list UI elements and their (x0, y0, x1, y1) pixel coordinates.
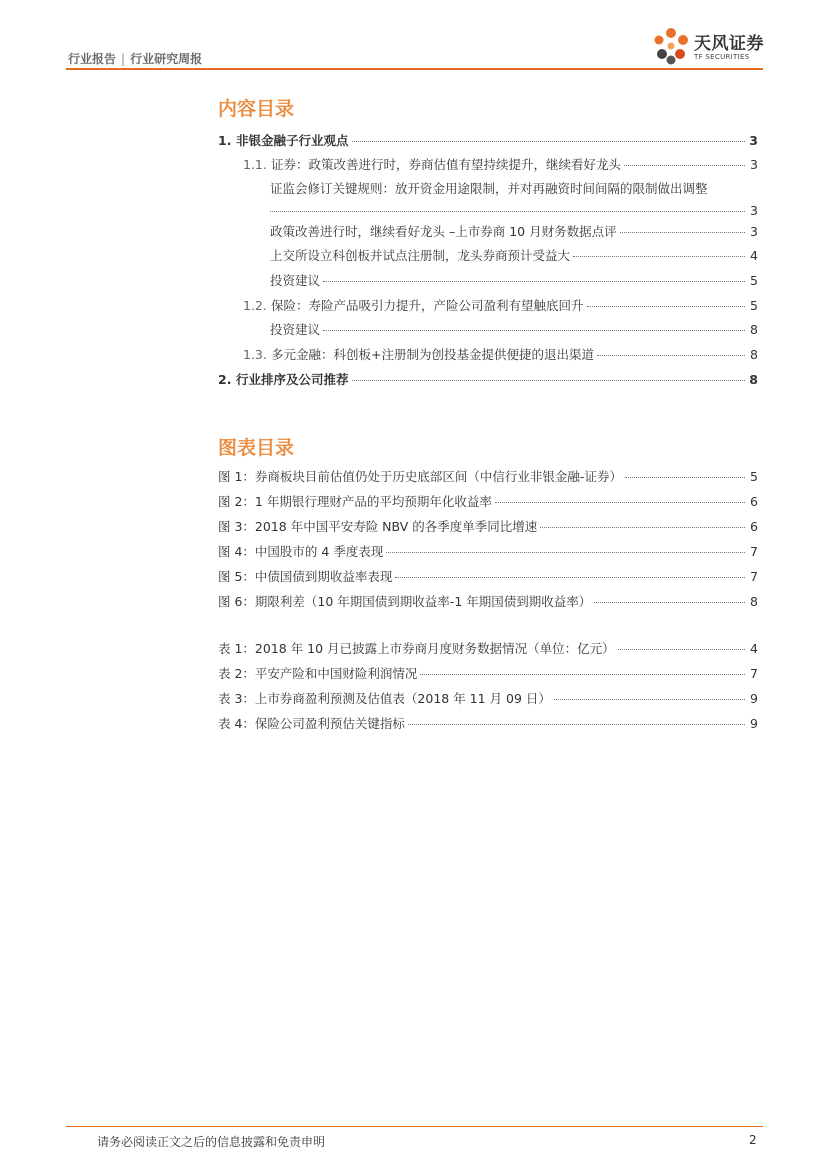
figure-entry[interactable] (218, 542, 758, 560)
table-entry-page: 9 (750, 691, 758, 706)
figure-entry[interactable] (218, 567, 758, 585)
leader-dots (408, 724, 745, 725)
tf-securities-logo (650, 25, 765, 67)
figure-entry-page: 5 (750, 469, 758, 484)
figure-index-title: 图表目录 (218, 437, 295, 459)
figure-entry-text: 图 5：中债国债到期收益率表现 (218, 569, 393, 584)
leader-dots (587, 306, 745, 307)
leader-dots (495, 502, 745, 503)
figure-entry-text: 图 1：券商板块目前估值仍处于历史底部区间（中信行业非银金融-证券） (218, 469, 622, 484)
figure-entry[interactable] (218, 517, 758, 535)
toc-entry-page: 3 (749, 133, 758, 148)
toc-entry-number: 1.2. (243, 298, 267, 313)
table-entry[interactable] (218, 664, 758, 682)
leader-dots (594, 602, 745, 603)
toc-entry-page: 3 (750, 157, 758, 172)
leader-dots (323, 330, 745, 331)
toc-entry-text: 保险：寿险产品吸引力提升，产险公司盈利有望触底回升 (271, 298, 584, 313)
figure-entry[interactable] (218, 492, 758, 510)
figure-entry-page: 7 (750, 544, 758, 559)
toc-entry[interactable] (243, 345, 758, 363)
header-label-weekly: 行业研究周报 (130, 52, 203, 66)
leader-dots (420, 674, 745, 675)
toc-entry[interactable] (243, 296, 758, 314)
header-label-industry-report: 行业报告 (68, 52, 117, 66)
table-entry-text: 表 2：平安产险和中国财险利润情况 (218, 666, 418, 681)
toc-entry[interactable] (270, 222, 758, 240)
table-entry[interactable] (218, 714, 758, 732)
figure-entry-text: 图 4：中国股市的 4 季度表现 (218, 544, 384, 559)
table-entry-page: 7 (750, 666, 758, 681)
toc-entry-page: 8 (750, 322, 758, 337)
page-number: 2 (749, 1133, 757, 1147)
logo-chinese-name: 天风证券 (694, 34, 764, 54)
leader-dots (554, 699, 745, 700)
figure-entry-page: 6 (750, 519, 758, 534)
leader-dots (620, 232, 745, 233)
toc-entry-text: 投资建议 (270, 322, 321, 337)
header-separator: | (121, 52, 126, 66)
table-entry[interactable] (218, 639, 758, 657)
table-entry-page: 9 (750, 716, 758, 731)
logo-english-name: TF SECURITIES (694, 53, 750, 61)
toc-entry[interactable] (270, 246, 758, 264)
footer-disclaimer: 请务必阅读正文之后的信息披露和免责申明 (97, 1135, 326, 1149)
leader-dots (573, 256, 745, 257)
table-entry-page: 4 (750, 641, 758, 656)
figure-entry-page: 6 (750, 494, 758, 509)
leader-dots (624, 165, 745, 166)
toc-entry[interactable] (270, 271, 758, 289)
toc-entry-page: 5 (750, 273, 758, 288)
toc-entry-text: 非银金融子行业观点 (236, 133, 349, 148)
table-entry-text: 表 1：2018 年 10 月已披露上市券商月度财务数据情况（单位：亿元） (218, 641, 615, 656)
leader-dots (618, 649, 745, 650)
figure-entry-page: 8 (750, 594, 758, 609)
toc-entry-text: 证券：政策改善进行时，券商估值有望持续提升，继续看好龙头 (271, 157, 622, 172)
leader-dots (386, 552, 745, 553)
header-breadcrumb (68, 50, 202, 67)
logo-flower-icon (650, 25, 692, 67)
leader-dots (270, 211, 745, 212)
table-entry[interactable] (218, 689, 758, 707)
toc-entry[interactable] (218, 370, 758, 388)
toc-entry[interactable] (270, 320, 758, 338)
toc-entry-text: 上交所设立科创板并试点注册制，龙头券商预计受益大 (270, 248, 571, 263)
toc-entry-number: 1.1. (243, 157, 267, 172)
toc-entry-text: 多元金融：科创板+注册制为创投基金提供便捷的退出渠道 (271, 347, 594, 362)
leader-dots (323, 281, 745, 282)
toc-entry-number: 1. (218, 133, 232, 148)
toc-entry-page: 3 (750, 203, 758, 218)
leader-dots (352, 380, 745, 381)
table-entry-text: 表 3：上市券商盈利预测及估值表（2018 年 11 月 09 日） (218, 691, 551, 706)
toc-entry-page: 4 (750, 248, 758, 263)
toc-entry[interactable] (243, 155, 758, 173)
toc-entry-number: 1.3. (243, 347, 267, 362)
figure-entry-text: 图 6：期限利差（10 年期国债到期收益率-1 年期国债到期收益率） (218, 594, 592, 609)
figure-entry-text: 图 2：1 年期银行理财产品的平均预期年化收益率 (218, 494, 492, 509)
footer-divider (66, 1126, 763, 1127)
toc-entry-text: 政策改善进行时，继续看好龙头 –上市券商 10 月财务数据点评 (270, 224, 617, 239)
leader-dots (352, 141, 745, 142)
toc-entry-text: 投资建议 (270, 273, 321, 288)
toc-title: 内容目录 (218, 98, 295, 120)
toc-entry-page: 3 (750, 224, 758, 239)
toc-entry[interactable] (218, 131, 758, 149)
toc-entry[interactable] (270, 179, 758, 218)
header-divider (66, 68, 763, 70)
page-header (0, 0, 827, 75)
toc-entry-number: 2. (218, 372, 232, 387)
toc-entry-page: 8 (750, 347, 758, 362)
figure-entry[interactable] (218, 592, 758, 610)
toc-entry-page: 5 (750, 298, 758, 313)
leader-dots (395, 577, 745, 578)
leader-dots (597, 355, 745, 356)
figure-entry-text: 图 3：2018 年中国平安寿险 NBV 的各季度单季同比增速 (218, 519, 538, 534)
figure-entry[interactable] (218, 467, 758, 485)
table-entry-text: 表 4：保险公司盈利预估关键指标 (218, 716, 405, 731)
toc-entry-text: 证监会修订关键规则：放开资金用途限制，并对再融资时间间隔的限制做出调整 (270, 181, 708, 196)
leader-dots (625, 477, 745, 478)
toc-entry-text: 行业排序及公司推荐 (236, 372, 349, 387)
figure-entry-page: 7 (750, 569, 758, 584)
toc-entry-page: 8 (749, 372, 758, 387)
leader-dots (540, 527, 745, 528)
